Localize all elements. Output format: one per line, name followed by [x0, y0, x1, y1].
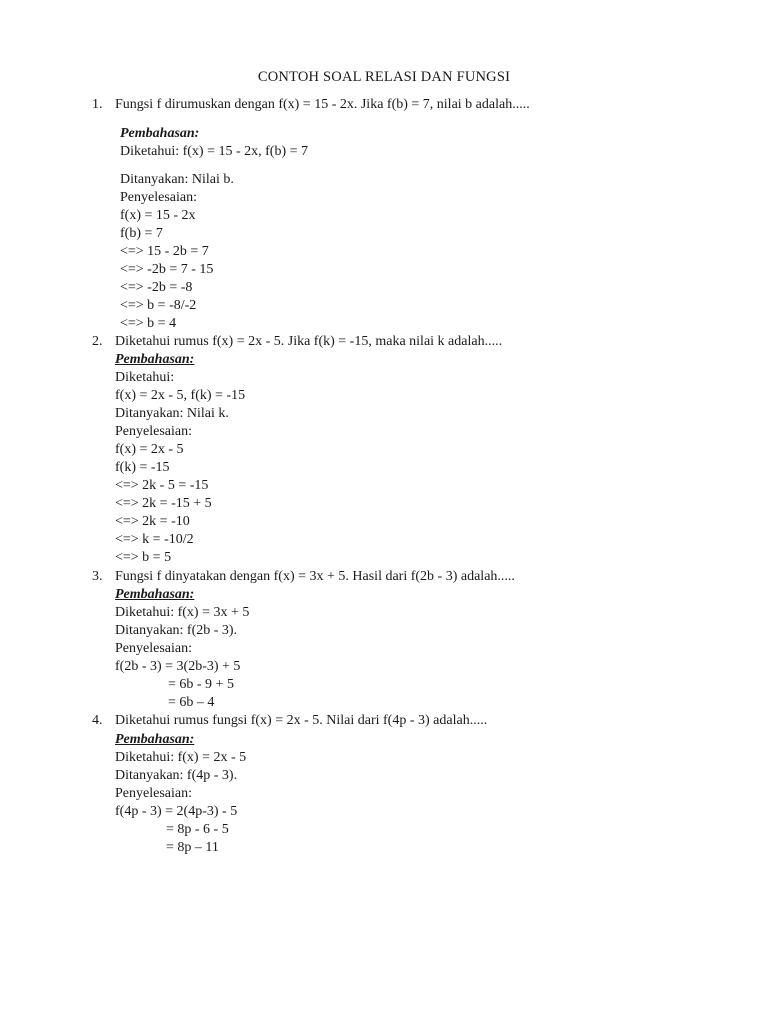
solution-line: <=> 15 - 2b = 7 [120, 244, 209, 259]
solution-line: <=> -2b = -8 [120, 280, 193, 295]
solution-line: Diketahui: [115, 370, 175, 385]
solution-line: <=> -2b = 7 - 15 [120, 262, 214, 277]
solution-line: <=> k = -10/2 [115, 532, 194, 547]
page-title: CONTOH SOAL RELASI DAN FUNGSI [257, 69, 511, 85]
solution-4 [115, 731, 246, 857]
question-number: 2. [92, 334, 103, 349]
question-2 [92, 334, 502, 350]
question-text: Fungsi f dinyatakan dengan f(x) = 3x + 5. Hasil dari f(2b - 3) adalah..... [115, 569, 515, 584]
solution-line: <=> b = 4 [120, 316, 177, 331]
solution-line: Ditanyakan: f(2b - 3). [115, 623, 238, 638]
solution-line: f(4p - 3) = 2(4p-3) - 5 [115, 804, 238, 819]
solution-line: <=> 2k = -10 [115, 514, 190, 529]
solution-line: = 6b – 4 [168, 695, 215, 710]
solution-heading: Pembahasan: [120, 126, 200, 141]
solution-line: = 6b - 9 + 5 [168, 677, 234, 692]
solution-heading: Pembahasan: [115, 352, 195, 367]
solution-line: Penyelesaian: [115, 786, 192, 801]
solution-line: Ditanyakan: Nilai k. [115, 406, 229, 421]
solution-line: f(k) = -15 [115, 460, 170, 475]
solution-line: Diketahui: f(x) = 2x - 5 [115, 750, 247, 765]
solution-heading: Pembahasan: [115, 732, 195, 747]
solution-1 [120, 125, 308, 333]
solution-line: f(2b - 3) = 3(2b-3) + 5 [115, 659, 241, 674]
solution-line: Penyelesaian: [120, 190, 197, 205]
question-text: Diketahui rumus f(x) = 2x - 5. Jika f(k) = -15, maka nilai k adalah..... [115, 334, 503, 349]
question-number: 4. [92, 713, 103, 728]
solution-line: f(x) = 2x - 5 [115, 442, 184, 457]
solution-line: Penyelesaian: [115, 641, 192, 656]
question-text: Diketahui rumus fungsi f(x) = 2x - 5. Nilai dari f(4p - 3) adalah..... [115, 713, 488, 728]
solution-heading: Pembahasan: [115, 587, 195, 602]
solution-line: Penyelesaian: [115, 424, 192, 439]
question-text: Fungsi f dirumuskan dengan f(x) = 15 - 2x. Jika f(b) = 7, nilai b adalah..... [115, 97, 530, 112]
solution-line: Ditanyakan: Nilai b. [120, 172, 234, 187]
question-number: 1. [92, 97, 103, 112]
solution-line: Diketahui: f(x) = 15 - 2x, f(b) = 7 [120, 144, 309, 159]
question-3 [92, 569, 515, 585]
solution-line: = 8p - 6 - 5 [166, 822, 229, 837]
solution-line: = 8p – 11 [166, 840, 219, 855]
solution-line: <=> 2k - 5 = -15 [115, 478, 209, 493]
solution-3 [115, 586, 249, 712]
solution-line: <=> 2k = -15 + 5 [115, 496, 212, 511]
solution-line: Diketahui: f(x) = 3x + 5 [115, 605, 250, 620]
question-4 [92, 713, 487, 729]
solution-line: <=> b = 5 [115, 550, 172, 565]
solution-line: f(x) = 2x - 5, f(k) = -15 [115, 388, 246, 403]
solution-line: f(x) = 15 - 2x [120, 208, 196, 223]
solution-line: <=> b = -8/-2 [120, 298, 197, 313]
solution-line: Ditanyakan: f(4p - 3). [115, 768, 238, 783]
solution-line: f(b) = 7 [120, 226, 163, 241]
question-1 [92, 97, 530, 113]
solution-2 [115, 351, 245, 567]
question-number: 3. [92, 569, 103, 584]
